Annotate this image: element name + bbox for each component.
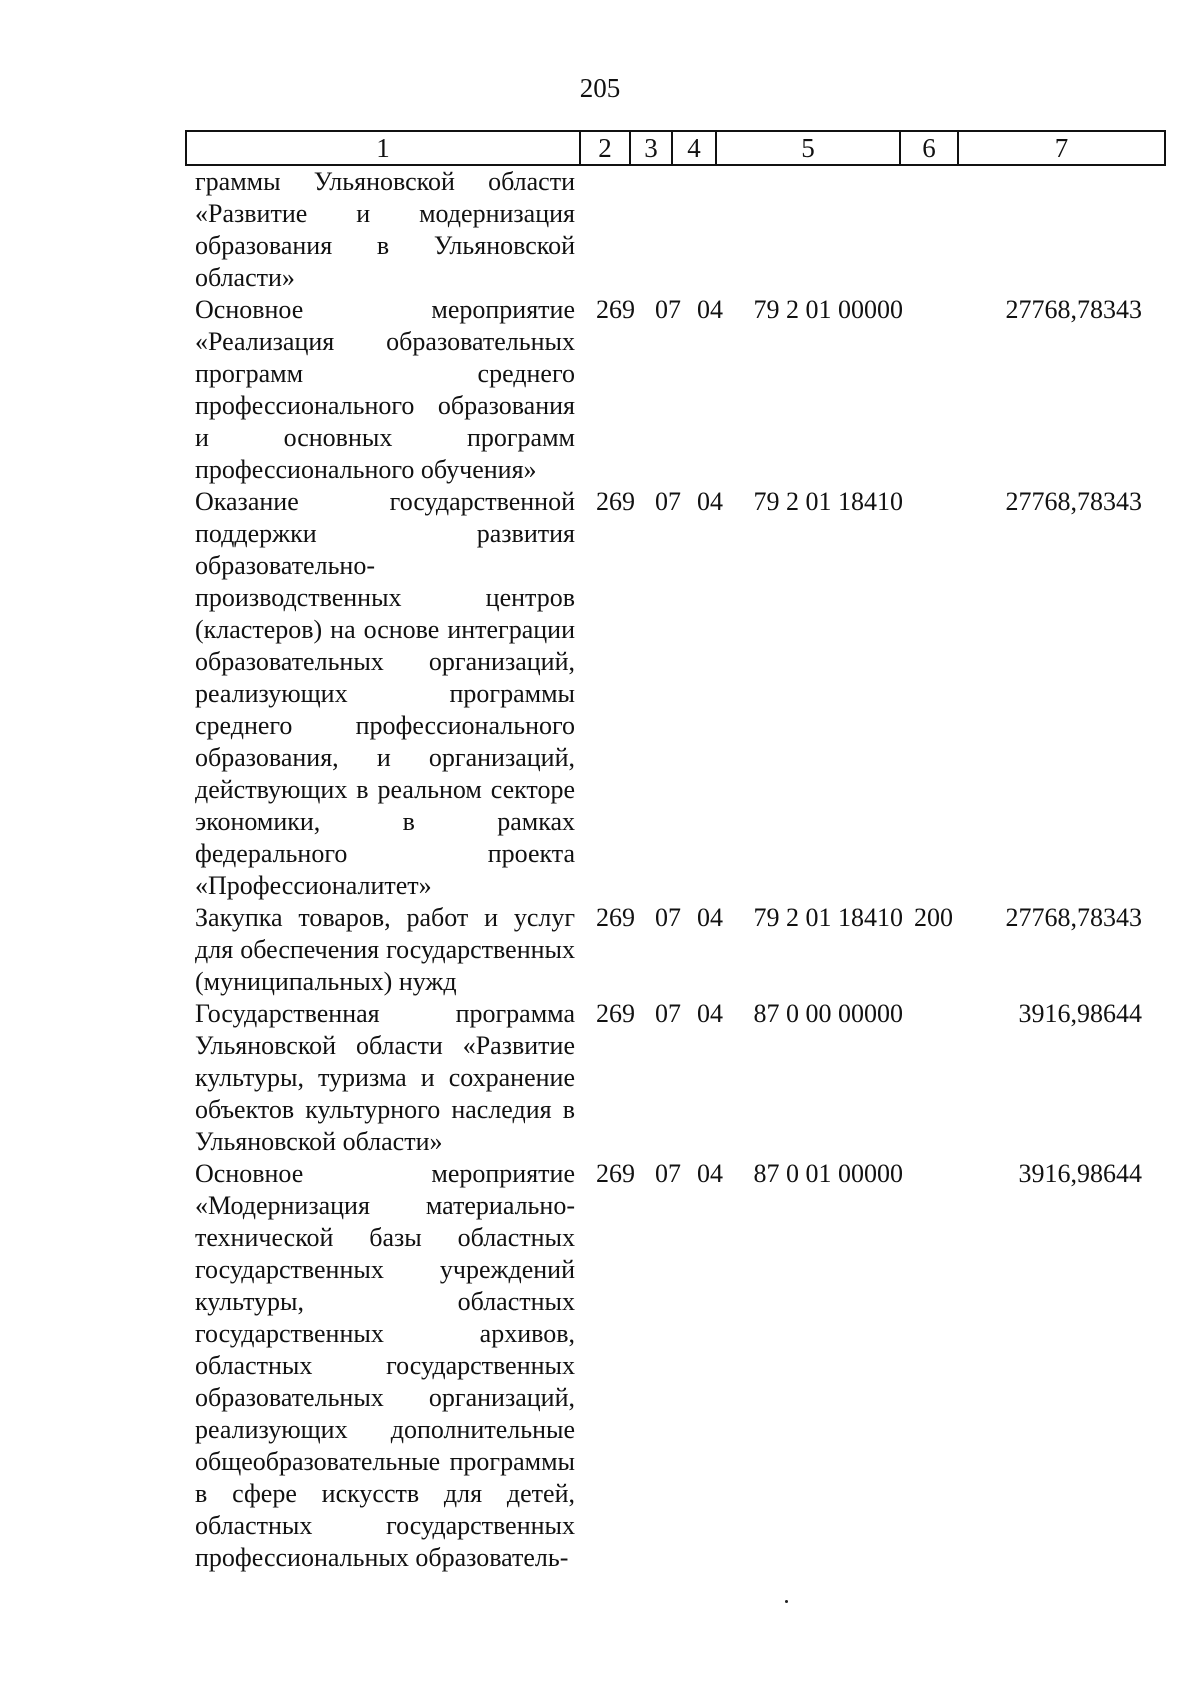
header-col-5: 5: [717, 132, 901, 164]
row-col-3: 07: [655, 295, 681, 324]
row-description: Основное мероприятие «Реализация образовательных программ среднего профессионального образования и основных программ профессионального обучения»: [195, 295, 575, 484]
row-col-5: 79 2 01 00000: [753, 295, 903, 324]
table-body: [195, 166, 1166, 1574]
table-row: [195, 998, 1166, 1158]
row-col-2: 269: [596, 487, 635, 516]
row-col-4: 04: [697, 903, 723, 932]
table-row: [195, 294, 1166, 486]
row-col-7: 27768,78343: [1005, 295, 1142, 324]
header-col-6: 6: [901, 132, 959, 164]
row-col-2: 269: [596, 903, 635, 932]
table-row: [195, 1158, 1166, 1574]
table-header: [185, 130, 1166, 166]
row-col-4: 04: [697, 487, 723, 516]
row-col-4: 04: [697, 1159, 723, 1188]
row-col-2: 269: [596, 999, 635, 1028]
row-col-5: 79 2 01 18410: [753, 903, 903, 932]
row-col-6: 200: [914, 903, 953, 932]
table-row: [195, 166, 1166, 294]
row-col-3: 07: [655, 999, 681, 1028]
header-col-4: 4: [673, 132, 717, 164]
header-col-2: 2: [581, 132, 631, 164]
row-description: Основное мероприятие «Модернизация материально-технической базы областных государственных учреждений культуры, областных государственных архивов, областных государственных образовательных организаций, реализующих дополнительные общеобразовательные программы в сфере искусств для детей, областных государственных профессиональных образователь-: [195, 1159, 575, 1572]
row-description: граммы Ульяновской области «Развитие и модернизация образования в Ульяновской области»: [195, 167, 575, 292]
row-col-3: 07: [655, 903, 681, 932]
row-col-4: 04: [697, 999, 723, 1028]
row-col-5: 87 0 01 00000: [753, 1159, 903, 1188]
page-number: 205: [579, 73, 621, 103]
table-row: [195, 486, 1166, 902]
row-description: Оказание государственной поддержки развития образовательно-производственных центров (кластеров) на основе интеграции образовательных организаций, реализующих программы среднего профессионального образования, и организаций, действующих в реальном секторе экономики, в рамках федерального проекта «Профессионалитет»: [195, 487, 575, 900]
row-col-4: 04: [697, 295, 723, 324]
row-col-3: 07: [655, 487, 681, 516]
table-row: [195, 902, 1166, 998]
row-col-7: 3916,98644: [1018, 1159, 1142, 1188]
header-col-1: 1: [187, 132, 581, 164]
row-col-5: 79 2 01 18410: [753, 487, 903, 516]
row-description: Закупка товаров, работ и услуг для обеспечения государственных (муниципальных) нужд: [195, 903, 575, 996]
row-col-2: 269: [596, 1159, 635, 1188]
header-col-7: 7: [1054, 132, 1069, 163]
row-col-5: 87 0 00 00000: [753, 999, 903, 1028]
row-col-7: 3916,98644: [1018, 999, 1142, 1028]
row-col-7: 27768,78343: [1005, 487, 1142, 516]
header-col-3: 3: [631, 132, 673, 164]
row-col-3: 07: [655, 1159, 681, 1188]
stray-dot: [785, 1600, 788, 1603]
row-col-2: 269: [596, 295, 635, 324]
row-col-7: 27768,78343: [1005, 903, 1142, 932]
row-description: Государственная программа Ульяновской области «Развитие культуры, туризма и сохранение объектов культурного наследия в Ульяновской области»: [195, 999, 575, 1156]
